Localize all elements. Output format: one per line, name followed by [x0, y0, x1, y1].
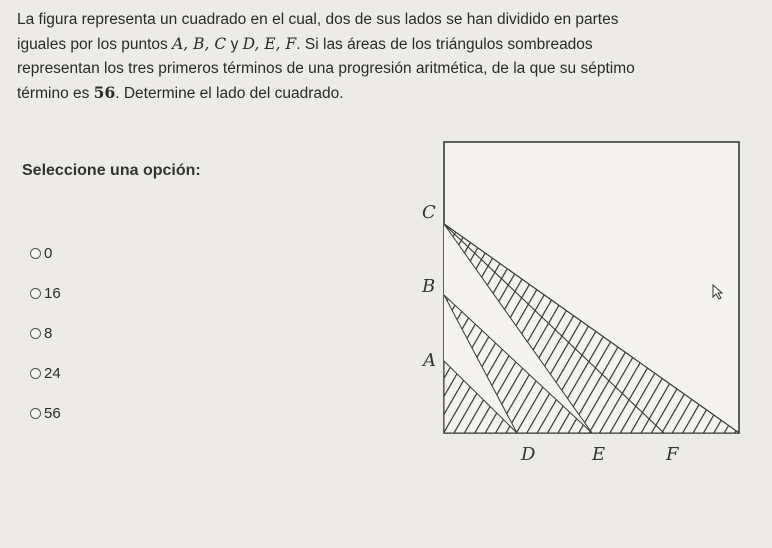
label-e: E [592, 444, 606, 465]
seventh-term-value: 56 [93, 83, 116, 102]
label-a: A [423, 350, 436, 371]
points-def: D, E, F [242, 35, 297, 53]
label-d: D [521, 444, 536, 465]
radio-button[interactable] [30, 328, 41, 339]
option-label: 16 [44, 284, 61, 302]
radio-button[interactable] [30, 288, 41, 299]
square-figure [395, 138, 755, 478]
option-24[interactable] [30, 353, 61, 393]
select-option-prompt: Seleccione una opción: [22, 162, 201, 179]
option-56[interactable] [30, 393, 61, 433]
option-label: 56 [44, 404, 61, 422]
radio-button[interactable] [30, 408, 41, 419]
option-16[interactable] [30, 273, 61, 313]
question-line-3: representan los tres primeros términos de una progresión aritmética, de la que su séptimo [17, 60, 635, 77]
question-line-2: iguales por los puntos A, B, C y D, E, F. Si las áreas de los triángulos sombreados [17, 35, 593, 53]
label-f: F [666, 444, 679, 465]
radio-button[interactable] [30, 248, 41, 259]
answer-options [30, 233, 61, 433]
option-label: 8 [44, 324, 53, 342]
option-8[interactable] [30, 313, 61, 353]
label-c: C [422, 202, 436, 223]
label-b: B [422, 276, 436, 297]
option-label: 24 [44, 364, 61, 382]
option-label: 0 [44, 244, 53, 262]
question-line-1: La figura representa un cuadrado en el cual, dos de sus lados se han dividido en partes [17, 11, 619, 28]
option-0[interactable] [30, 233, 61, 273]
radio-button[interactable] [30, 368, 41, 379]
points-abc: A, B, C [172, 35, 227, 53]
question-text [17, 8, 737, 106]
question-line-4: término es 56. Determine el lado del cuadrado. [17, 83, 344, 102]
